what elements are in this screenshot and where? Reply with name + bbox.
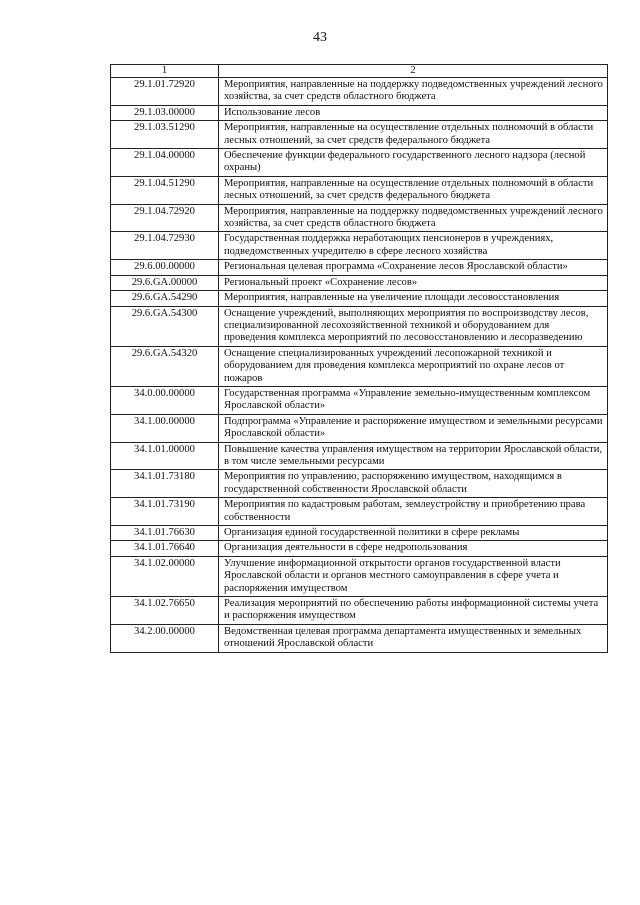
row-description: Реализация мероприятий по обеспечению работы информационной системы учета и распоряжения имуществом — [219, 597, 608, 625]
row-description: Мероприятия, направленные на поддержку подведомственных учреждений лесного хозяйства, за счет средств областного бюджета — [219, 78, 608, 106]
table-row — [111, 346, 608, 386]
table-row — [111, 149, 608, 177]
row-description: Повышение качества управления имуществом на территории Ярославской области, в том числе земельными ресурсами — [219, 442, 608, 470]
row-description: Организация деятельности в сфере недропользования — [219, 541, 608, 556]
row-description: Мероприятия, направленные на увеличение площади лесовосстановления — [219, 291, 608, 306]
row-description: Обеспечение функции федерального государственного лесного надзора (лесной охраны) — [219, 149, 608, 177]
row-code: 29.1.04.72930 — [111, 232, 219, 260]
table-row — [111, 78, 608, 106]
row-code: 34.1.02.76650 — [111, 597, 219, 625]
page-number: 43 — [313, 30, 327, 45]
row-code: 29.1.04.00000 — [111, 149, 219, 177]
table-row — [111, 275, 608, 290]
budget-classification-table — [110, 64, 608, 653]
row-description: Мероприятия, направленные на осуществление отдельных полномочий в области лесных отношений, за счет средств федерального бюджета — [219, 121, 608, 149]
row-code: 29.1.03.00000 — [111, 105, 219, 120]
row-description: Мероприятия по управлению, распоряжению имуществом, находящимся в государственной собственности Ярославской области — [219, 470, 608, 498]
table-row — [111, 414, 608, 442]
row-description: Организация единой государственной политики в сфере рекламы — [219, 526, 608, 541]
row-code: 34.1.01.76640 — [111, 541, 219, 556]
table-row — [111, 105, 608, 120]
table-row — [111, 442, 608, 470]
row-code: 29.6.GA.54320 — [111, 346, 219, 386]
row-description: Государственная программа «Управление земельно-имущественным комплексом Ярославской области» — [219, 386, 608, 414]
row-description: Улучшение информационной открытости органов государственной власти Ярославской области и органов местного самоуправления в сфере учета и распоряжения имуществом — [219, 556, 608, 596]
table-row — [111, 526, 608, 541]
table-row — [111, 498, 608, 526]
table-row — [111, 291, 608, 306]
table-row — [111, 121, 608, 149]
row-code: 34.1.01.76630 — [111, 526, 219, 541]
table-row — [111, 556, 608, 596]
row-description: Оснащение специализированных учреждений лесопожарной техникой и оборудованием для проведения комплекса мероприятий по охране лесов от пожаров — [219, 346, 608, 386]
table-row — [111, 624, 608, 652]
row-description: Региональный проект «Сохранение лесов» — [219, 275, 608, 290]
column-header-2: 2 — [219, 65, 608, 78]
table-row — [111, 597, 608, 625]
row-description: Мероприятия, направленные на осуществление отдельных полномочий в области лесных отношений, за счет средств федерального бюджета — [219, 176, 608, 204]
row-code: 29.1.03.51290 — [111, 121, 219, 149]
table-row — [111, 260, 608, 275]
table-row — [111, 470, 608, 498]
row-code: 29.6.GA.00000 — [111, 275, 219, 290]
row-code: 29.6.GA.54300 — [111, 306, 219, 346]
row-code: 34.2.00.00000 — [111, 624, 219, 652]
row-code: 29.6.00.00000 — [111, 260, 219, 275]
row-description: Оснащение учреждений, выполняющих мероприятия по воспроизводству лесов, специализированной лесохозяйственной техникой и оборудованием для проведения комплекса мероприятий по лесовосстановлению и лесоразведению — [219, 306, 608, 346]
row-description: Использование лесов — [219, 105, 608, 120]
row-description: Региональная целевая программа «Сохранение лесов Ярославской области» — [219, 260, 608, 275]
row-code: 34.1.01.00000 — [111, 442, 219, 470]
table-row — [111, 541, 608, 556]
row-code: 34.1.01.73180 — [111, 470, 219, 498]
row-description: Подпрограмма «Управление и распоряжение имуществом и земельными ресурсами Ярославской области» — [219, 414, 608, 442]
row-code: 29.1.01.72920 — [111, 78, 219, 106]
table-row — [111, 386, 608, 414]
row-description: Ведомственная целевая программа департамента имущественных и земельных отношений Ярославской области — [219, 624, 608, 652]
row-code: 29.6.GA.54290 — [111, 291, 219, 306]
row-description: Мероприятия, направленные на поддержку подведомственных учреждений лесного хозяйства, за счет средств областного бюджета — [219, 204, 608, 232]
table-row — [111, 232, 608, 260]
row-code: 34.1.01.73190 — [111, 498, 219, 526]
row-code: 29.1.04.72920 — [111, 204, 219, 232]
table-row — [111, 204, 608, 232]
row-code: 34.1.02.00000 — [111, 556, 219, 596]
row-description: Мероприятия по кадастровым работам, землеустройству и приобретению права собственности — [219, 498, 608, 526]
row-description: Государственная поддержка неработающих пенсионеров в учреждениях, подведомственных учредителю в сфере лесного хозяйства — [219, 232, 608, 260]
row-code: 34.0.00.00000 — [111, 386, 219, 414]
table-row — [111, 176, 608, 204]
column-header-1: 1 — [111, 65, 219, 78]
row-code: 29.1.04.51290 — [111, 176, 219, 204]
table-header-row — [111, 65, 608, 78]
row-code: 34.1.00.00000 — [111, 414, 219, 442]
table-row — [111, 306, 608, 346]
